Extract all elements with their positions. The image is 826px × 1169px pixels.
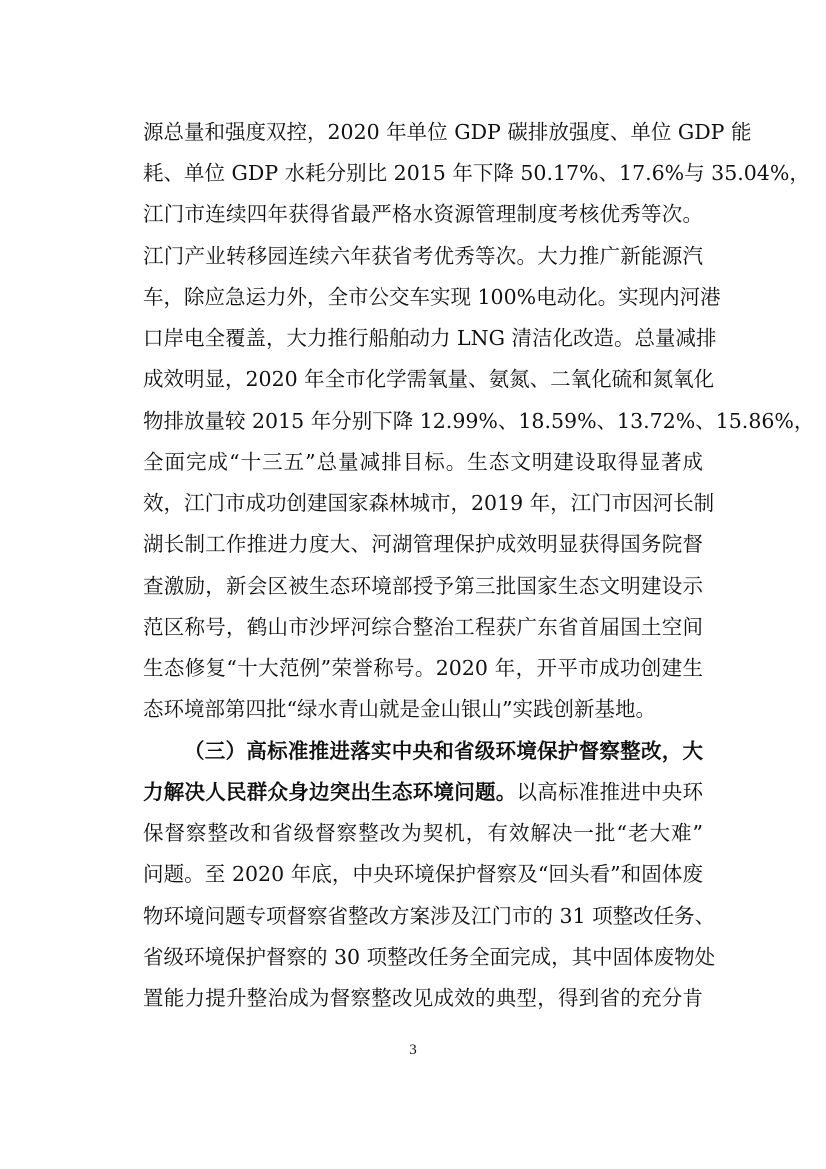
paragraph-line: 态环境部第四批“绿水青山就是金山银山”实践创新基地。 [143, 697, 656, 721]
paragraph-line: 全面完成“十三五”总量减排目标。生态文明建设取得显著成 [143, 450, 703, 474]
paragraph-line: 物环境问题专项督察省整改方案涉及江门市的 31 项整改任务、 [143, 904, 716, 928]
paragraph-line: 耗、单位 GDP 水耗分别比 2015 年下降 50.17%、17.6%与 35.04%， [143, 161, 810, 185]
paragraph-line: 源总量和强度双控，2020 年单位 GDP 碳排放强度、单位 GDP 能 [143, 120, 752, 144]
section-heading: （三）高标准推进落实中央和省级环境保护督察整改，大 [184, 739, 703, 763]
paragraph-line: 物排放量较 2015 年分别下降 12.99%、18.59%、13.72%、15.86%， [143, 409, 815, 433]
paragraph-line: 省级环境保护督察的 30 项整改任务全面完成，其中固体废物处 [143, 945, 716, 969]
paragraph-line: 江门市连续四年获得省最严格水资源管理制度考核优秀等次。 [143, 202, 703, 226]
paragraph-line: 查激励，新会区被生态环境部授予第三批国家生态文明建设示 [143, 574, 703, 598]
paragraph-line: 成效明显，2020 年全市化学需氧量、氨氮、二氧化硫和氮氧化 [143, 367, 715, 391]
paragraph-line: 问题。至 2020 年底，中央环境保护督察及“回头看”和固体废 [143, 862, 703, 886]
paragraph-line: 口岸电全覆盖，大力推行船舶动力 LNG 清洁化改造。总量减排 [143, 326, 717, 350]
section-heading-continued [143, 772, 703, 812]
paragraph-line: 保督察整改和省级督察整改为契机，有效解决一批“老大难” [143, 821, 703, 845]
section-heading-end: 力解决人民群众身边突出生态环境问题。 [143, 780, 517, 804]
page-number: 3 [409, 1042, 417, 1058]
paragraph-line: 江门产业转移园连续六年获省考优秀等次。大力推广新能源汽 [143, 244, 703, 268]
paragraph-line: 湖长制工作推进力度大、河湖管理保护成效明显获得国务院督 [143, 532, 703, 556]
section-body-start: 以高标准推进中央环 [516, 780, 703, 804]
paragraph-line: 效，江门市成功创建国家森林城市，2019 年，江门市因河长制 [143, 491, 715, 515]
paragraph-line: 车，除应急运力外，全市公交车实现 100%电动化。实现内河港 [143, 285, 721, 309]
paragraph-line: 范区称号，鹤山市沙坪河综合整治工程获广东省首届国土空间 [143, 615, 703, 639]
paragraph-line: 置能力提升整治成为督察整改见成效的典型，得到省的充分肯 [143, 986, 703, 1010]
paragraph-line: 生态修复“十大范例”荣誉称号。2020 年，开平市成功创建生 [143, 656, 703, 680]
